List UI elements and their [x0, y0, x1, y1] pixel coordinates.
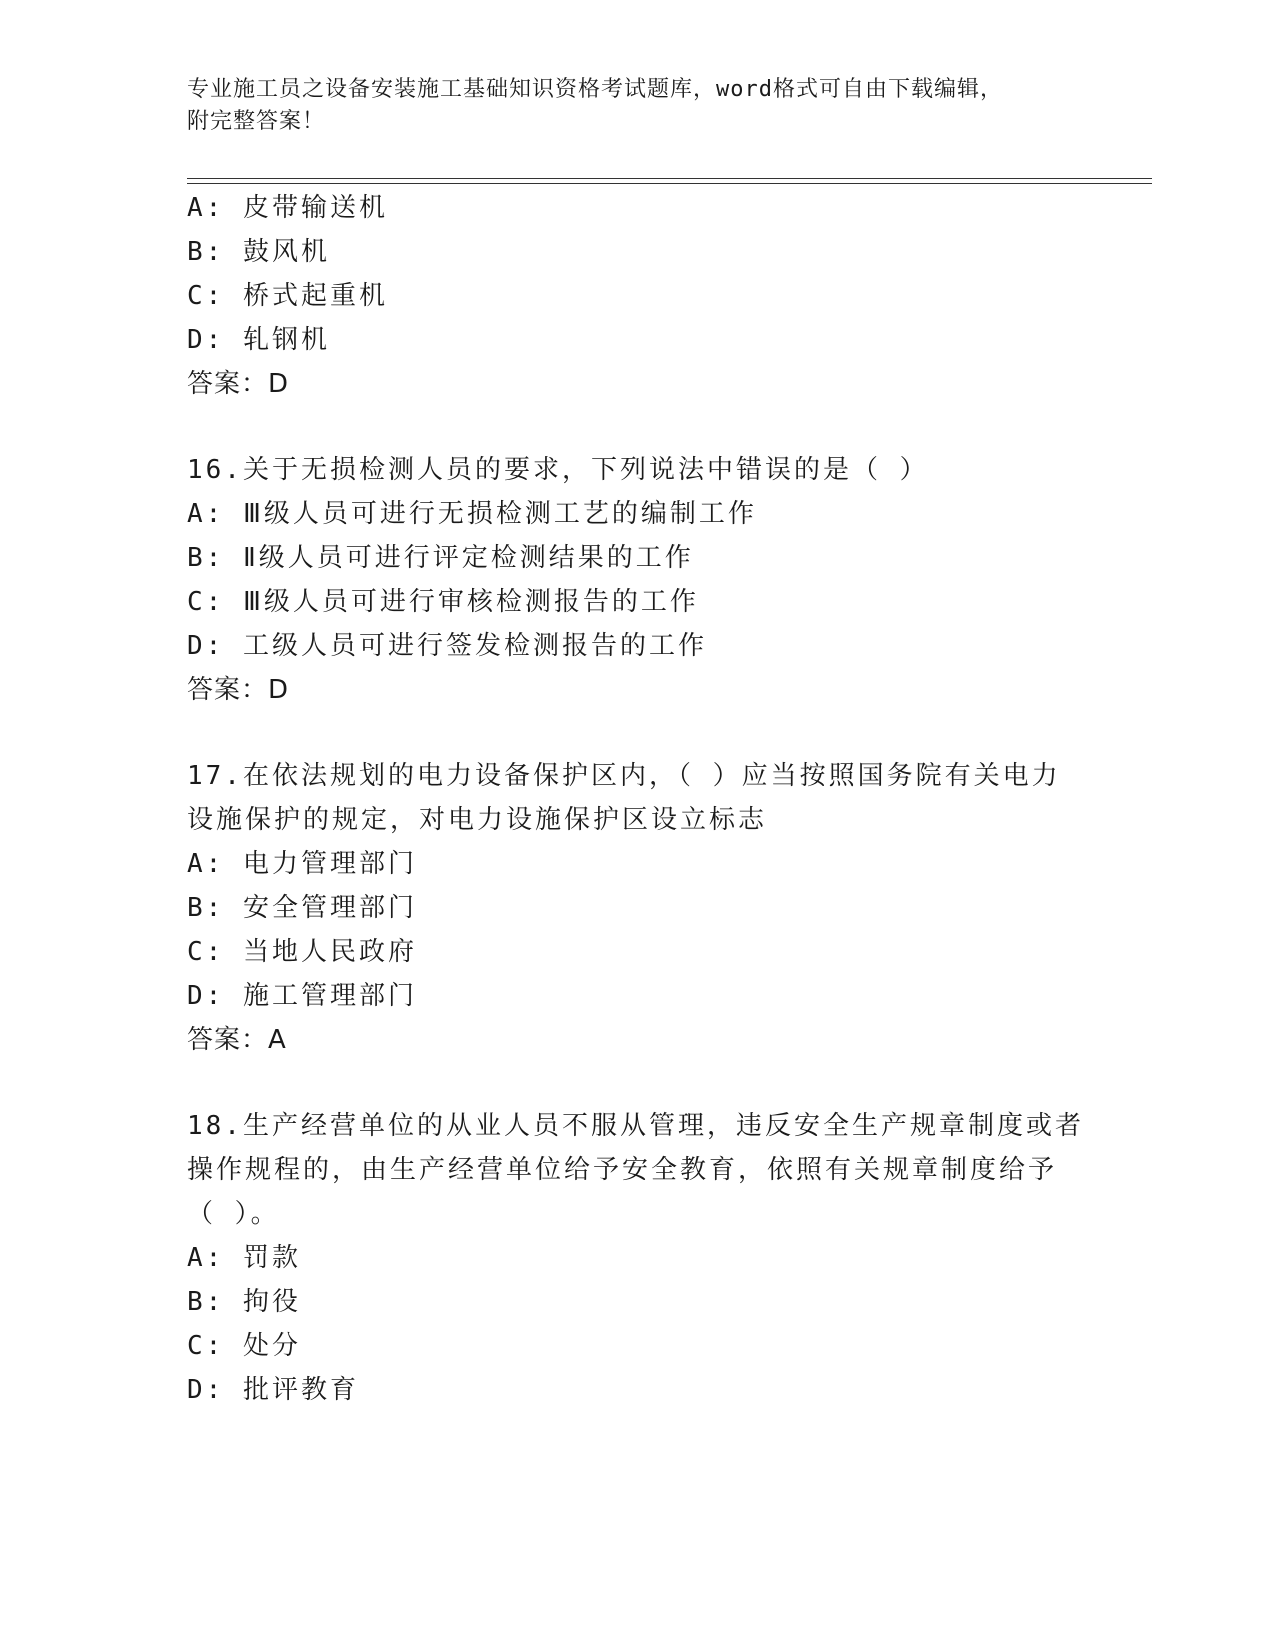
q18-option-d: D: 批评教育	[187, 1375, 359, 1405]
q15-option-a: A: 皮带输送机	[187, 193, 388, 223]
q17-answer: 答案：A	[187, 1025, 287, 1055]
header-divider-bottom	[187, 183, 1152, 184]
q18-option-b: B: 拘役	[187, 1287, 301, 1317]
q16-stem: 16.关于无损检测人员的要求，下列说法中错误的是（ ）	[187, 455, 929, 485]
header-line-2: 附完整答案！	[187, 109, 326, 134]
q18-option-c: C: 处分	[187, 1331, 301, 1361]
q17-stem-line-2: 设施保护的规定，对电力设施保护区设立标志	[187, 805, 768, 835]
q17-stem-line-1: 17.在依法规划的电力设备保护区内，（ ）应当按照国务院有关电力	[187, 761, 1061, 791]
document-header	[187, 74, 1087, 138]
header-divider-top	[187, 178, 1152, 179]
q17-option-d: D: 施工管理部门	[187, 981, 417, 1011]
q18-stem-line-1: 18.生产经营单位的从业人员不服从管理，违反安全生产规章制度或者	[187, 1111, 1084, 1141]
q15-option-c: C: 桥式起重机	[187, 281, 388, 311]
q16-option-b: B: Ⅱ级人员可进行评定检测结果的工作	[187, 543, 694, 573]
q16-option-a: A: Ⅲ级人员可进行无损检测工艺的编制工作	[187, 499, 757, 529]
q17-option-a: A: 电力管理部门	[187, 849, 417, 879]
q16-option-c: C: Ⅲ级人员可进行审核检测报告的工作	[187, 587, 699, 617]
q15-answer: 答案：D	[187, 369, 290, 399]
q18-option-a: A: 罚款	[187, 1243, 301, 1273]
q17-option-b: B: 安全管理部门	[187, 893, 417, 923]
q16-answer: 答案：D	[187, 675, 290, 705]
q16-option-d: D: 工级人员可进行签发检测报告的工作	[187, 631, 707, 661]
q15-option-d: D: 轧钢机	[187, 325, 330, 355]
header-line-1: 专业施工员之设备安装施工基础知识资格考试题库，word格式可自由下载编辑，	[187, 77, 1003, 102]
q15-option-b: B: 鼓风机	[187, 237, 330, 267]
q17-option-c: C: 当地人民政府	[187, 937, 417, 967]
q18-stem-line-3: （ ）。	[187, 1199, 280, 1229]
q18-stem-line-2: 操作规程的，由生产经营单位给予安全教育，依照有关规章制度给予	[187, 1155, 1058, 1185]
